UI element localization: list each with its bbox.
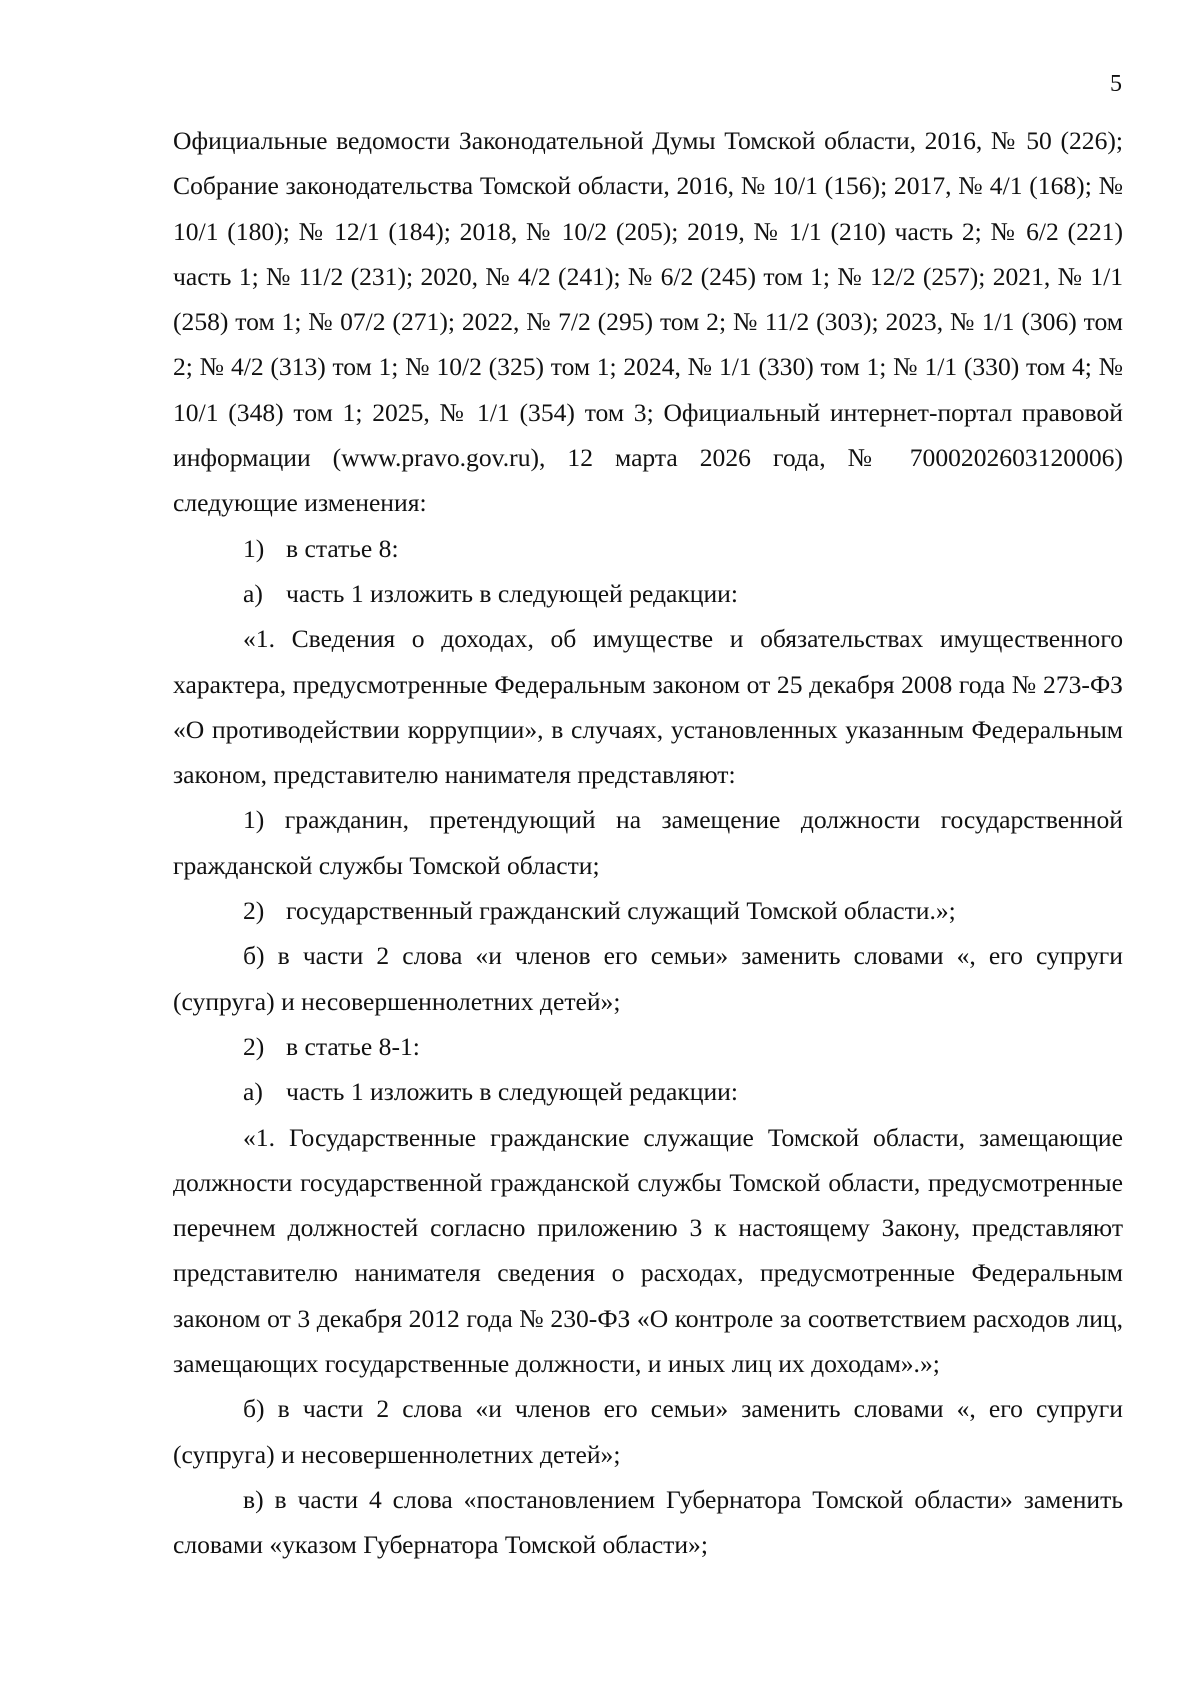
list-item xyxy=(173,571,1123,616)
sub-item-paragraph: 1) гражданин, претендующий на замещение должности государственной гражданской службы Томской области; xyxy=(173,805,1123,880)
amendment-paragraph: в) в части 4 слова «постановлением Губернатора Томской области» заменить словами «указом Губернатора Томской области»; xyxy=(173,1484,1123,1560)
item-text: в статье 8: xyxy=(286,533,399,563)
document-body xyxy=(173,118,1123,1568)
quoted-paragraph: «1. Сведения о доходах, об имуществе и обязательствах имущественного характера, предусмотренные Федеральным законом от 25 декабря 2008 года № 273-ФЗ «О противодействии коррупции», в случаях, установленных указанным Федеральным законом, представителю нанимателя представляют: xyxy=(173,624,1123,790)
page-number: 5 xyxy=(1110,71,1122,97)
item-marker: а) xyxy=(243,578,263,608)
item-marker: 2) xyxy=(243,1031,265,1061)
item-text: часть 1 изложить в следующей редакции: xyxy=(286,1077,738,1107)
list-item xyxy=(173,888,1123,933)
item-text: часть 1 изложить в следующей редакции: xyxy=(286,578,738,608)
item-marker: а) xyxy=(243,1077,263,1107)
list-item xyxy=(173,1069,1123,1114)
amendment-paragraph: б) в части 2 слова «и членов его семьи» заменить словами «, его супруги (супруга) и несовершеннолетних детей»; xyxy=(173,1394,1123,1469)
continuation-paragraph: Официальные ведомости Законодательной Думы Томской области, 2016, № 50 (226); Собрание законодательства Томской области, 2016, № 10/1 (156); 2017, № 4/1 (168); № 10/1 (180); № 12/1 (184); 2018, № 10/2 (205); 2019, № 1/1 (210) часть 2; № 6/2 (221) часть 1; № 11/2 (231); 2020, № 4/2 (241); № 6/2 (245) том 1; № 12/2 (257); 2021, № 1/1 (258) том 1; № 07/2 (271); 2022, № 7/2 (295) том 2; № 11/2 (303); 2023, № 1/1 (306) том 2; № 4/2 (313) том 1; № 10/2 (325) том 1; 2024, № 1/1 (330) том 1; № 1/1 (330) том 4; № 10/1 (348) том 1; 2025, № 1/1 (354) том 3; Официальный интернет-портал правовой информации (www.pravo.gov.ru), 12 марта 2026 года, № 7000202603120006) следующие изменения: xyxy=(173,126,1123,518)
list-item xyxy=(173,526,1123,571)
item-text: государственный гражданский служащий Томской области.»; xyxy=(286,896,956,926)
quoted-paragraph: «1. Государственные гражданские служащие Томской области, замещающие должности государственной гражданской службы Томской области, предусмотренные перечнем должностей согласно приложению 3 к настоящему Закону, представляют представителю нанимателя сведения о расходах, предусмотренные Федеральным законом от 3 декабря 2012 года № 230-ФЗ «О контроле за соответствием расходов лиц, замещающих государственные должности, и иных лиц их доходам».»; xyxy=(173,1122,1123,1379)
list-item xyxy=(173,1024,1123,1069)
item-marker: 2) xyxy=(243,896,265,926)
item-text: в статье 8-1: xyxy=(286,1031,420,1061)
item-marker: 1) xyxy=(243,533,265,563)
amendment-paragraph: б) в части 2 слова «и членов его семьи» заменить словами «, его супруги (супруга) и несовершеннолетних детей»; xyxy=(173,941,1123,1016)
